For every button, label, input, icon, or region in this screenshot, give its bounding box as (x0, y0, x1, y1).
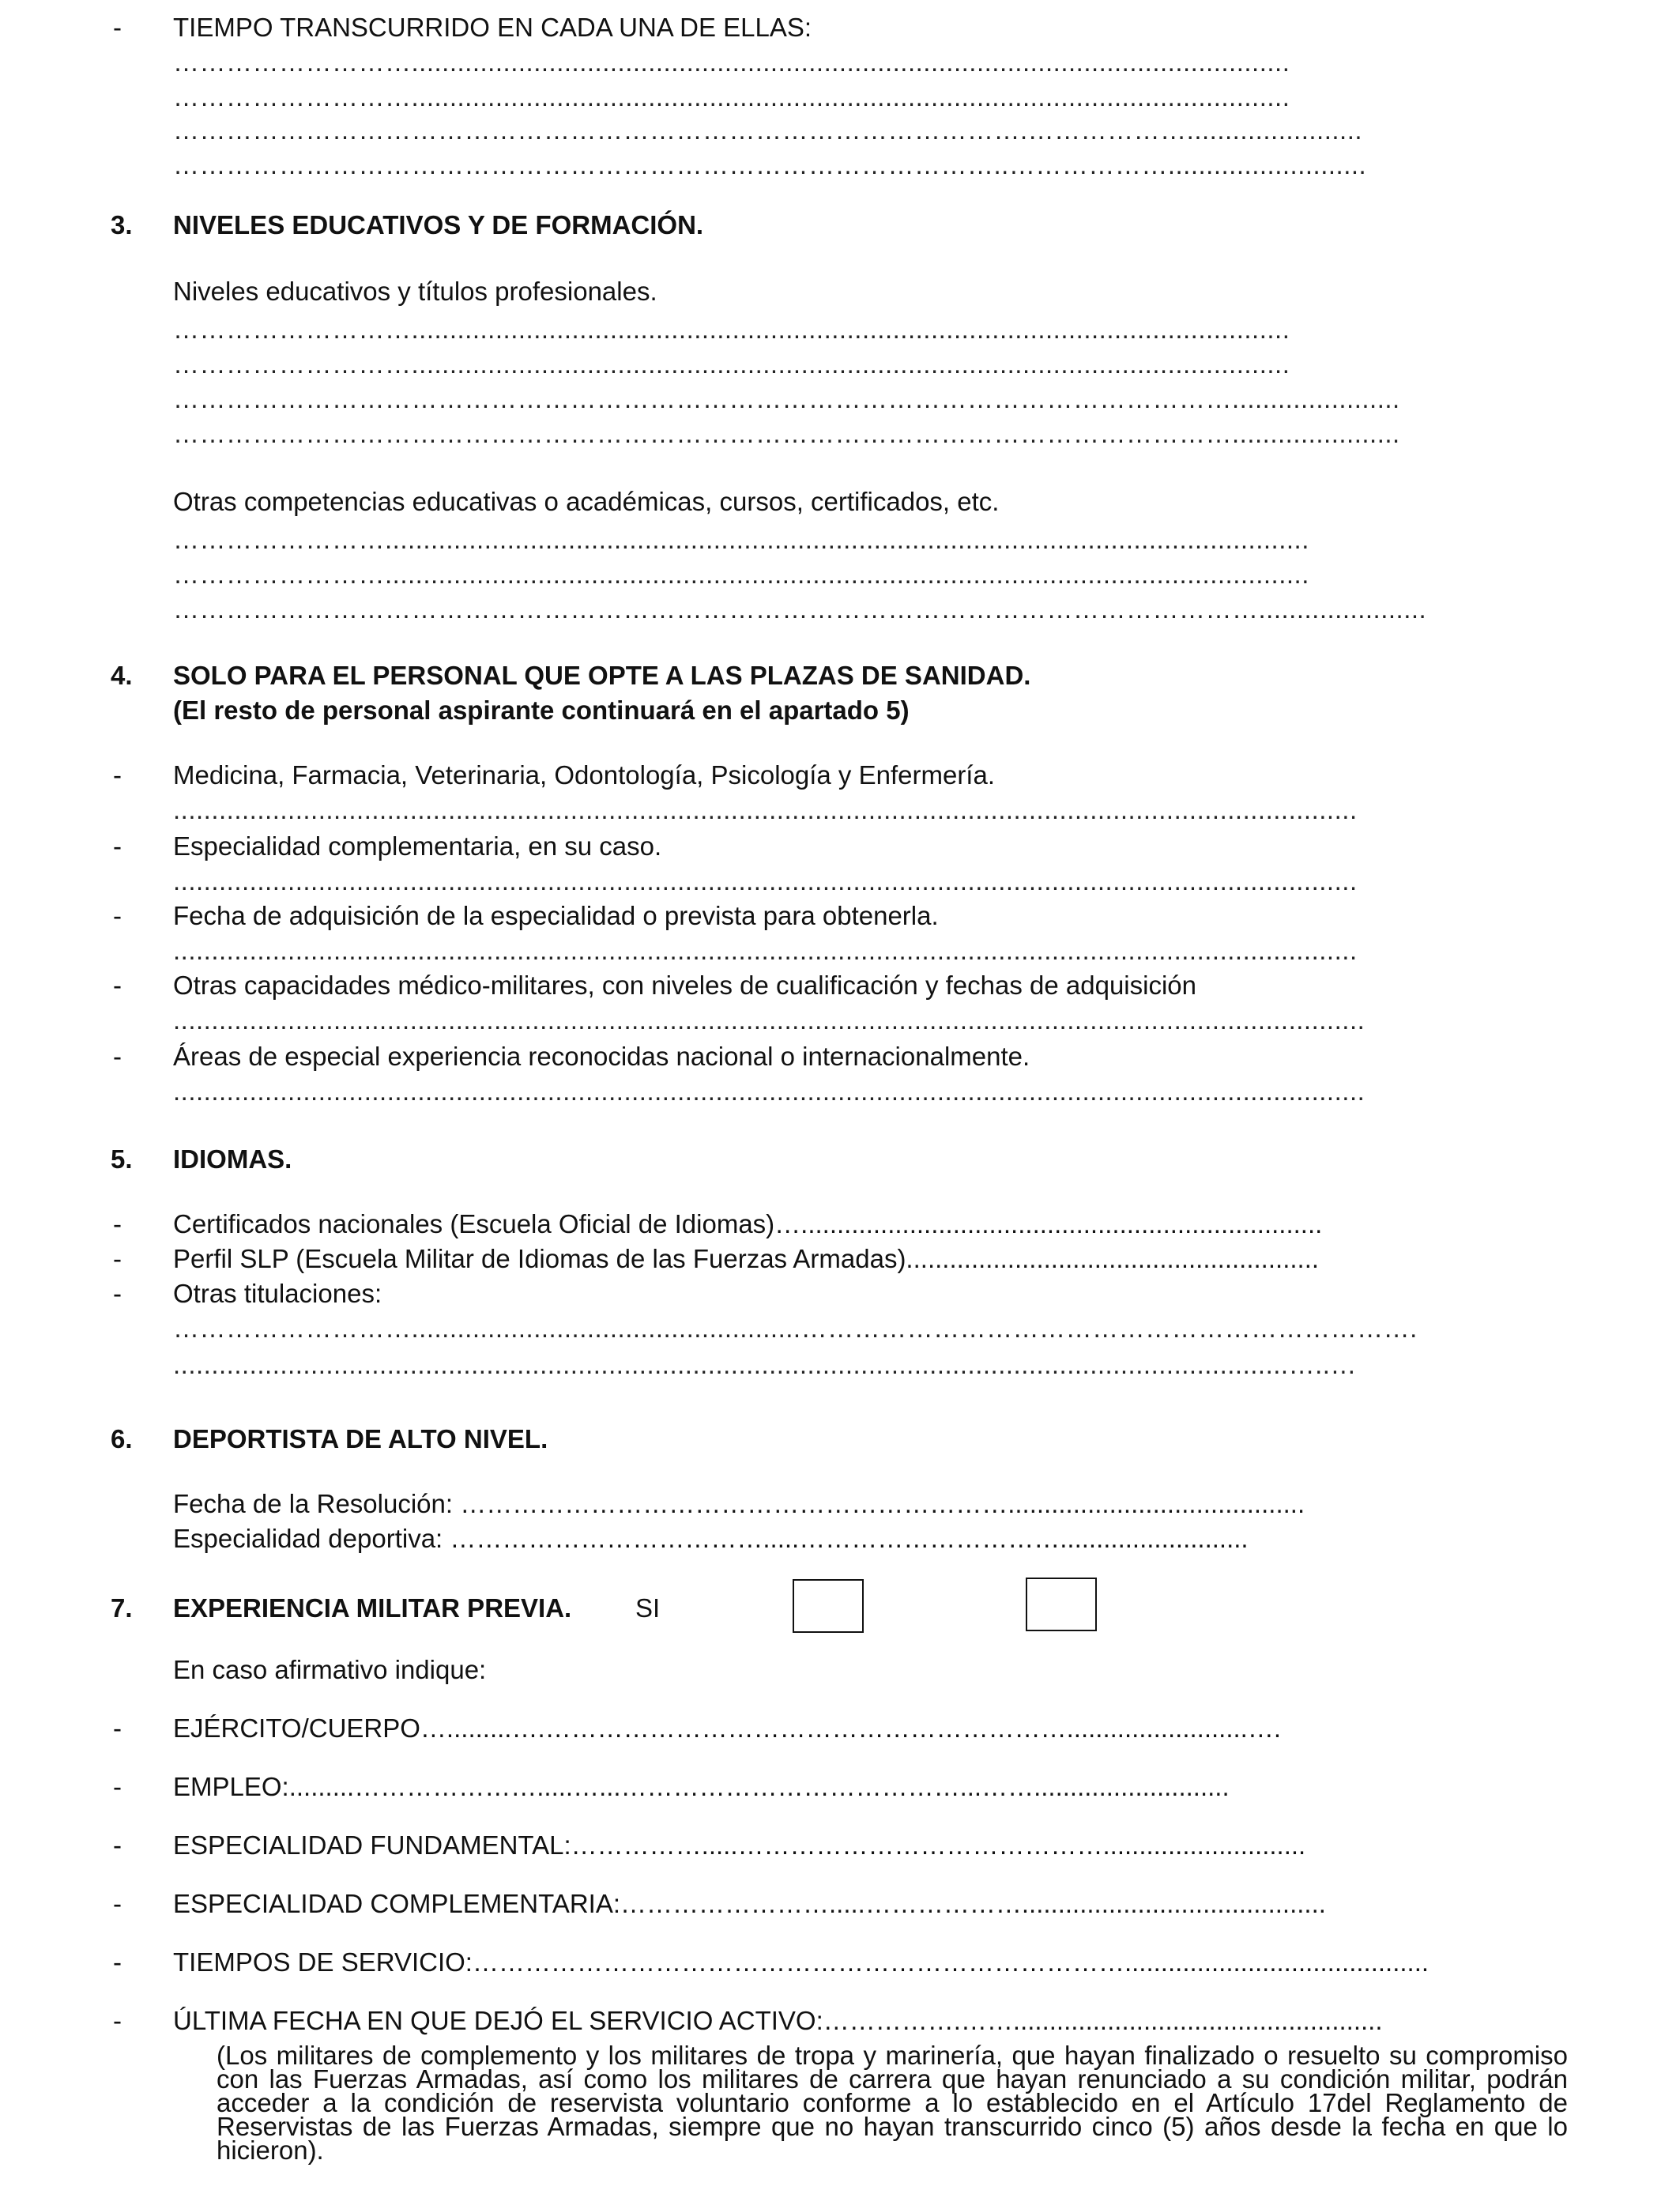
fill-line[interactable]: ………………………................................................................................................................... (173, 351, 1290, 377)
fill-line[interactable]: ..................................................................................................................................................…..… (173, 1351, 1357, 1378)
especialidad-fundamental-field[interactable]: ESPECIALIDAD FUNDAMENTAL:…………….....……………………………………............................ (173, 1830, 1306, 1860)
list-dash: - (113, 1244, 122, 1273)
otras-competencias-label: Otras competencias educativas o académicas, cursos, certificados, etc. (173, 487, 1000, 516)
list-dash: - (113, 1947, 122, 1977)
section-title: EXPERIENCIA MILITAR PREVIA. (173, 1593, 572, 1623)
section-title: NIVELES EDUCATIVOS Y DE FORMACIÓN. (173, 210, 704, 239)
fill-line[interactable]: ........................................................................................................................................................... (173, 868, 1358, 894)
fill-line[interactable]: …………………………………………………………………………………………………………...................... (173, 386, 1400, 412)
list-dash: - (113, 1830, 122, 1860)
fill-line[interactable]: ………………………................................................................................................................... (173, 84, 1290, 110)
list-dash: - (113, 760, 122, 790)
list-dash: - (113, 1209, 122, 1238)
idiomas-item: Otras titulaciones: (173, 1279, 382, 1308)
fill-line[interactable]: ………………………................................................................................................................... (173, 316, 1290, 342)
section-number: 5. (111, 1144, 133, 1174)
fill-line[interactable]: …………………………………………………………………………………………………………...................... (173, 420, 1400, 447)
list-dash: - (113, 13, 122, 42)
fill-line[interactable]: ……………………......................................................................................................................... (173, 526, 1309, 552)
fill-line[interactable]: ........................................................................................................................................................... (173, 797, 1358, 823)
section-number: 7. (111, 1593, 133, 1623)
niveles-label: Niveles educativos y títulos profesionales. (173, 277, 657, 306)
fill-line[interactable]: …………………………………………………………………………………….………………....................... (173, 117, 1363, 143)
list-dash: - (113, 831, 122, 861)
ultima-fecha-field[interactable]: ÚLTIMA FECHA EN QUE DEJÓ EL SERVICIO ACTIVO:…………….……................................................... (173, 2006, 1383, 2035)
fill-line[interactable]: ............................................................................................................................................................ (173, 1007, 1365, 1033)
list-dash: - (113, 1889, 122, 1918)
section-title: SOLO PARA EL PERSONAL QUE OPTE A LAS PLAZAS DE SANIDAD. (173, 661, 1031, 690)
afirmativo-label: En caso afirmativo indique: (173, 1655, 487, 1684)
especialidad-deportiva-field[interactable]: Especialidad deportiva: ……………………………….....………………………….......................... (173, 1524, 1249, 1553)
list-dash: - (113, 1713, 122, 1743)
sanidad-item-label: Especialidad complementaria, en su caso. (173, 831, 662, 861)
list-dash: - (113, 971, 122, 1000)
tiempo-transcurrido-label: TIEMPO TRANSCURRIDO EN CADA UNA DE ELLAS: (173, 13, 812, 42)
fill-line[interactable]: ………………………...................................................……………………………………………………………. (173, 1315, 1418, 1341)
sanidad-item-label: Otras capacidades médico-militares, con niveles de cualificación y fechas de adquisición (173, 971, 1196, 1000)
section-number: 3. (111, 210, 133, 239)
ejercito-cuerpo-field[interactable]: EJÉRCITO/CUERPO….........….…………………………………………………….........................…. (173, 1713, 1282, 1743)
fill-line[interactable]: ............................................................................................................................................................ (173, 1078, 1365, 1104)
fecha-resolucion-field[interactable]: Fecha de la Resolución: ………………………………………………………......................................... (173, 1489, 1305, 1518)
fill-line[interactable]: ……………………......................................................................................................................... (173, 561, 1309, 587)
no-checkbox[interactable] (1026, 1578, 1097, 1631)
sanidad-item-label: Fecha de adquisición de la especialidad o prevista para obtenerla. (173, 901, 939, 930)
list-dash: - (113, 2006, 122, 2035)
list-dash: - (113, 1042, 122, 1071)
list-dash: - (113, 901, 122, 930)
si-label: SI (635, 1593, 661, 1623)
idiomas-item[interactable]: Certificados nacionales (Escuela Oficial de Idiomas)…........................................................................ (173, 1209, 1323, 1238)
si-checkbox[interactable] (793, 1579, 864, 1633)
fill-line[interactable]: ........................................................................................................................................................... (173, 937, 1358, 963)
sanidad-item-label: Áreas de especial experiencia reconocidas nacional o internacionalmente. (173, 1042, 1030, 1071)
fill-line[interactable]: ………………………................................................................................................................... (173, 49, 1290, 75)
reservista-note: (Los militares de complemento y los militares de tropa y marinería, que hayan finalizado o resuelto su compromiso con las Fuerzas Armadas, así como los militares de carrera que hayan renunciado a su condición militar, podrán acceder a la condición de reservista voluntario conforme a lo establecido en el Artículo 17del Reglamento de Reservistas de las Fuerzas Armadas, siempre que no hayan transcurrido cinco (5) años desde la fecha en que lo hicieron). (217, 2041, 1568, 2165)
especialidad-complementaria-field[interactable]: ESPECIALIDAD COMPLEMENTARIA:…………………….....……………….......................................... (173, 1889, 1326, 1918)
fill-line[interactable]: ……………………………………………………………………………………………………………...................... (173, 596, 1427, 622)
section-title: IDIOMAS. (173, 1144, 292, 1174)
section-subtitle: (El resto de personal aspirante continuará en el apartado 5) (173, 696, 910, 725)
fill-line[interactable]: …………………………………………………………………………………..……………….......................... (173, 152, 1367, 178)
list-dash: - (113, 1279, 122, 1308)
empleo-field[interactable]: EMPLEO:.........………………….....…...…………………………………...……........................... (173, 1772, 1230, 1801)
section-title: DEPORTISTA DE ALTO NIVEL. (173, 1424, 548, 1453)
idiomas-item[interactable]: Perfil SLP (Escuela Militar de Idiomas de las Fuerzas Armadas)......................................................... (173, 1244, 1320, 1273)
tiempos-servicio-field[interactable]: TIEMPOS DE SERVICIO:………………………………………………………………….......................................... (173, 1947, 1430, 1977)
section-number: 4. (111, 661, 133, 690)
list-dash: - (113, 1772, 122, 1801)
sanidad-item-label: Medicina, Farmacia, Veterinaria, Odontología, Psicología y Enfermería. (173, 760, 995, 790)
section-number: 6. (111, 1424, 133, 1453)
